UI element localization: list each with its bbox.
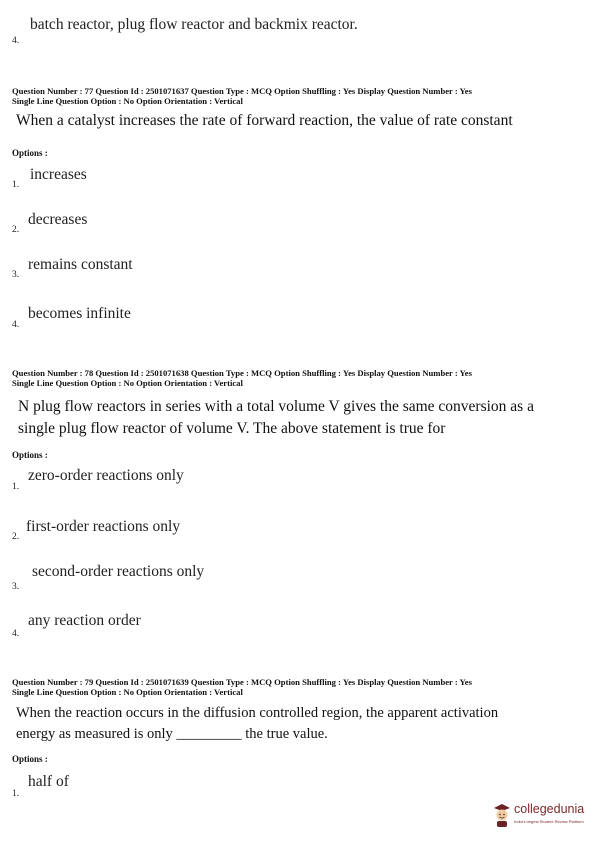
option-text: zero-order reactions only — [28, 467, 184, 484]
question-77-text: When a catalyst increases the rate of forward reaction, the value of rate constant — [16, 112, 513, 129]
question-79-text-line-2: energy as measured is only _________ the true value. — [16, 726, 328, 742]
option-text: half of — [28, 773, 69, 790]
collegedunia-logo — [492, 800, 592, 840]
question-78-meta-line-2: Single Line Question Option : No Option Orientation : Vertical — [12, 378, 243, 388]
option-number: 2. — [12, 532, 20, 542]
question-79-meta-line-1: Question Number : 79 Question Id : 2501071639 Question Type : MCQ Option Shuffling : Yes Display Question Number : Yes — [12, 677, 472, 687]
option-number: 4. — [12, 629, 20, 639]
option-text: first-order reactions only — [26, 518, 181, 535]
question-78-meta-line-1: Question Number : 78 Question Id : 2501071638 Question Type : MCQ Option Shuffling : Yes Display Question Number : Yes — [12, 368, 472, 378]
question-78-text-line-1: N plug flow reactors in series with a total volume V gives the same conversion as a — [18, 398, 534, 415]
question-78-text-line-2: single plug flow reactor of volume V. The above statement is true for — [18, 420, 446, 437]
prev-option-4-text: batch reactor, plug flow reactor and backmix reactor. — [30, 16, 358, 33]
option-number: 4. — [12, 320, 20, 330]
option-number: 3. — [12, 582, 20, 592]
option-number: 1. — [12, 482, 20, 492]
option-text: second-order reactions only — [32, 563, 205, 580]
student-mascot-icon — [492, 802, 512, 828]
question-79-meta-line-2: Single Line Question Option : No Option Orientation : Vertical — [12, 687, 243, 697]
question-79-text-line-1: When the reaction occurs in the diffusion controlled region, the apparent activation — [16, 705, 499, 721]
question-77-options-label: Options : — [12, 148, 48, 158]
option-text: increases — [30, 166, 87, 183]
option-number: 3. — [12, 270, 20, 280]
option-text: becomes infinite — [28, 305, 131, 322]
option-number: 2. — [12, 225, 20, 235]
question-78-options-label: Options : — [12, 450, 48, 460]
option-text: decreases — [28, 211, 88, 228]
brand-tagline: India's largest Student Review Platform — [514, 819, 584, 824]
question-79-options-label: Options : — [12, 754, 48, 764]
option-text: remains constant — [28, 256, 133, 273]
prev-option-4-number: 4. — [12, 36, 20, 46]
option-text: any reaction order — [28, 612, 141, 629]
option-number: 1. — [12, 789, 20, 799]
brand-name: collegedunia — [514, 802, 585, 816]
option-number: 1. — [12, 180, 20, 190]
question-77-meta-line-1: Question Number : 77 Question Id : 2501071637 Question Type : MCQ Option Shuffling : Yes Display Question Number : Yes — [12, 86, 472, 96]
question-77-meta-line-2: Single Line Question Option : No Option Orientation : Vertical — [12, 96, 243, 106]
